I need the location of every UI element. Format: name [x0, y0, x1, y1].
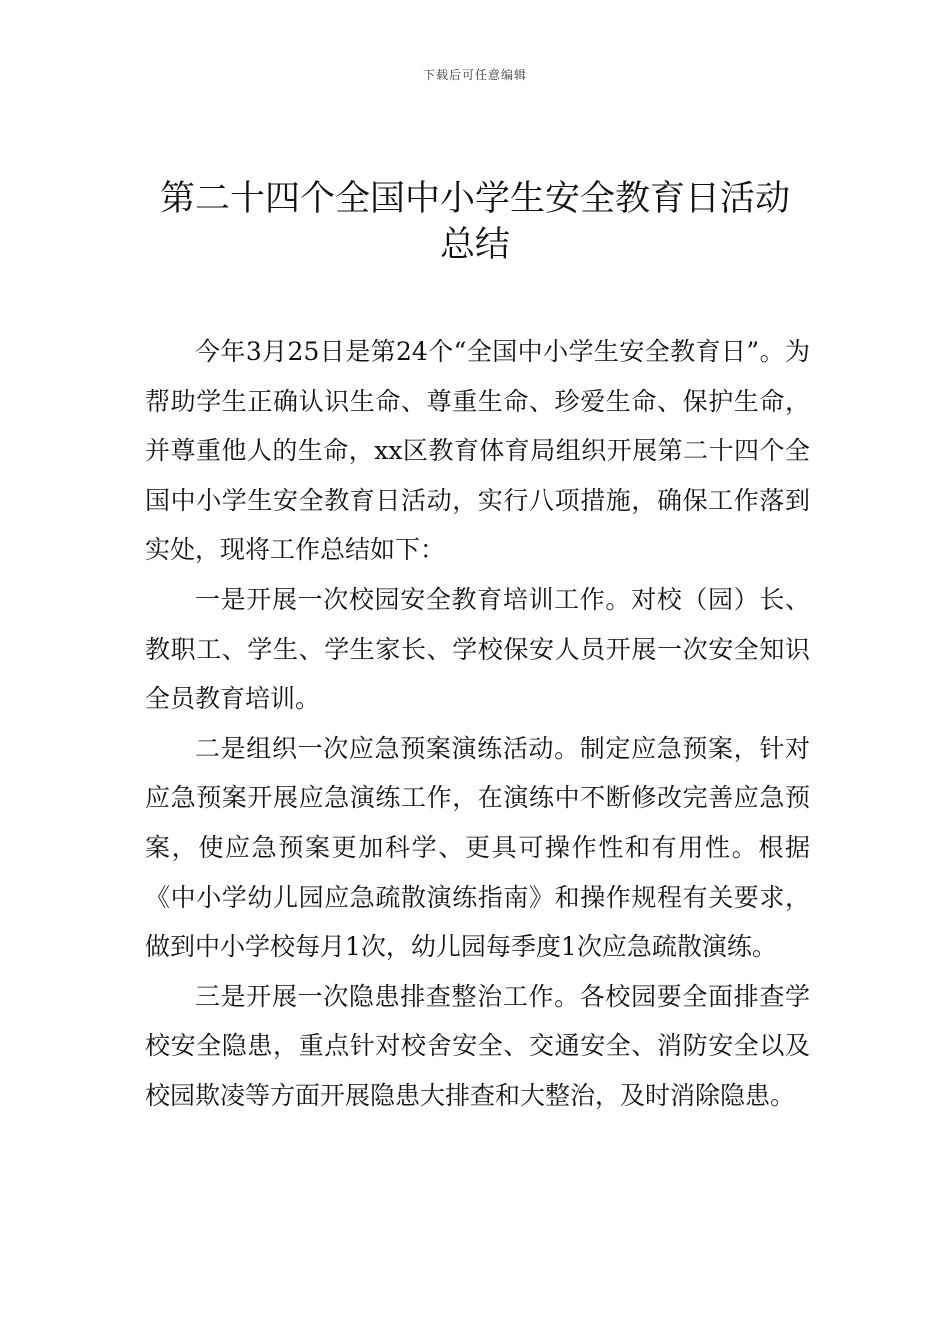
header-note: 下载后可任意编辑 — [422, 68, 527, 82]
document-title — [130, 176, 820, 268]
paragraph-item-3: 三是开展一次隐患排查整治工作。各校园要全面排查学校安全隐患，重点针对校舍安全、交通安全、消防安全以及校园欺凌等方面开展隐患大排查和大整治，及时消除隐患。 — [145, 981, 810, 1110]
paragraph-item-1: 一是开展一次校园安全教育培训工作。对校（园）长、教职工、学生、学生家长、学校保安人员开展一次安全知识全员教育培训。 — [145, 584, 810, 714]
title-line-1: 第二十四个全国中小学生安全教育日活动 — [159, 179, 790, 219]
paragraph-item-2: 二是组织一次应急预案演练活动。制定应急预案，针对应急预案开展应急演练工作，在演练中不断修改完善应急预案，使应急预案更加科学、更具可操作性和有用性。根据《中小学幼儿园应急疏散演练指南》和操作规程有关要求，做到中小学校每月1次，幼儿园每季度1次应急疏散演练。 — [145, 733, 810, 962]
title-line-2: 总结 — [439, 225, 510, 265]
document-body — [145, 327, 810, 1121]
paragraph-intro: 今年3月25日是第24个“全国中小学生安全教育日”。为帮助学生正确认识生命、尊重生命、珍爱生命、保护生命，并尊重他人的生命，xx区教育体育局组织开展第二十四个全国中小学生安全教育日活动，实行八项措施，确保工作落到实处，现将工作总结如下： — [145, 337, 810, 565]
